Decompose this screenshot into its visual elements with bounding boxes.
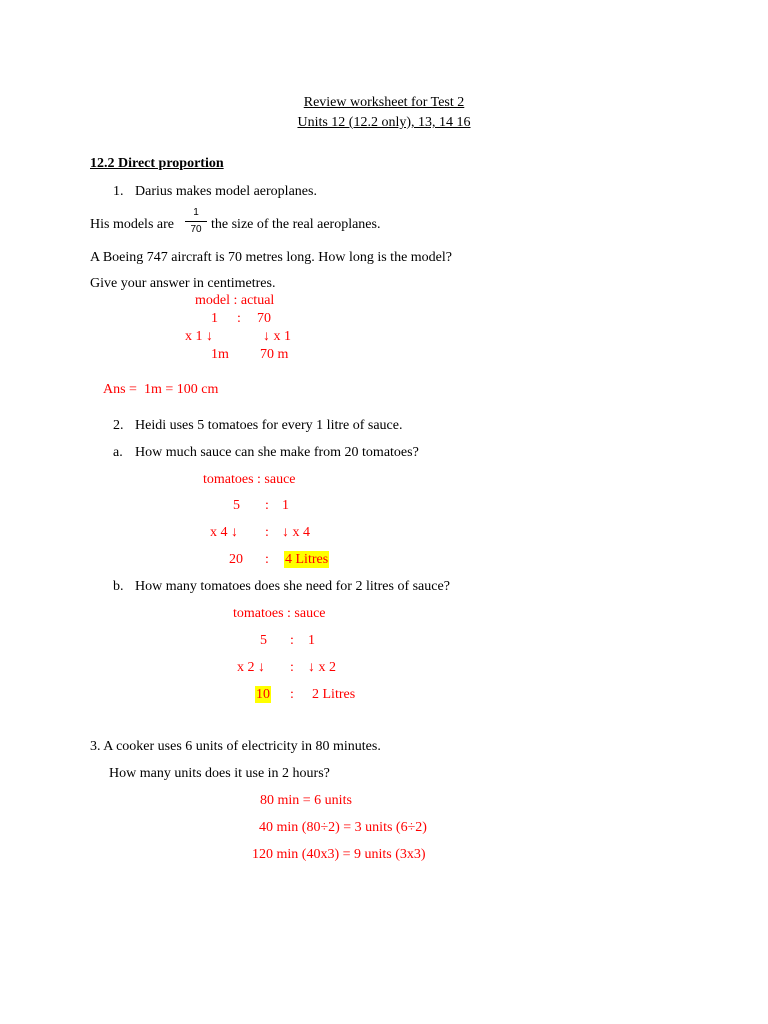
q3-work-1: 80 min = 6 units [260,793,352,808]
q2a-work-r1-colon: : [265,498,269,513]
q1-work-header: model : actual [195,293,275,308]
q2b-letter: b. [113,579,124,594]
q2b-text: How many tomatoes does she need for 2 litres of sauce? [135,579,450,594]
q1-text: Darius makes model aeroplanes. [135,184,317,199]
q2b-work-r3-colon: : [290,687,294,702]
q2a-work-r2-left: x 4 ↓ [210,525,238,540]
q2a-work-r1-left: 5 [233,498,240,513]
q2b-work-r1-colon: : [290,633,294,648]
q1-answer: Ans = 1m = 100 cm [103,382,219,397]
q1-work-r1-colon: : [237,311,241,326]
q2a-text: How much sauce can she make from 20 tomatoes? [135,445,419,460]
q3-work-2: 40 min (80÷2) = 3 units (6÷2) [259,820,427,835]
q1-work-r1-right: 70 [257,311,271,326]
q2a-letter: a. [113,445,123,460]
q1-work-r3-right: 70 m [260,347,289,362]
q1-fraction-denominator: 70 [190,224,202,235]
q1-line3: Give your answer in centimetres. [90,276,276,291]
q2b-work-header: tomatoes : sauce [233,606,326,621]
worksheet-subtitle: Units 12 (12.2 only), 13, 14 16 [297,115,471,130]
q1-fraction-bar [185,221,207,222]
q1-number: 1. [113,184,124,199]
q2a-work-r2-colon: : [265,525,269,540]
q2b-work-r2-colon: : [290,660,294,675]
q2b-work-r2-left: x 2 ↓ [237,660,265,675]
q2a-work-r1-right: 1 [282,498,289,513]
q1-models-after: the size of the real aeroplanes. [211,217,381,232]
worksheet-title: Review worksheet for Test 2 [303,95,465,110]
q2a-work-r2-right: ↓ x 4 [282,525,310,540]
q1-work-r2-left: x 1 ↓ [185,329,213,344]
q2b-answer-highlight: 10 [256,687,270,702]
q3-work-3: 120 min (40x3) = 9 units (3x3) [252,847,426,862]
q1-fraction [185,208,207,235]
q2b-work-r1-left: 5 [260,633,267,648]
q2b-work-r2-right: ↓ x 2 [308,660,336,675]
q2a-work-header: tomatoes : sauce [203,472,296,487]
q2b-work-r1-right: 1 [308,633,315,648]
section-heading: 12.2 Direct proportion [90,156,224,171]
q2b-work-r3-right: 2 Litres [312,687,356,702]
q1-line2: A Boeing 747 aircraft is 70 metres long. How long is the model? [90,250,452,265]
q3-line2: How many units does it use in 2 hours? [109,766,330,781]
q2a-answer-highlight: 4 Litres [285,552,329,567]
q2-text: Heidi uses 5 tomatoes for every 1 litre of sauce. [135,418,403,433]
q1-work-r2-right: ↓ x 1 [263,329,291,344]
q1-fraction-numerator: 1 [193,207,199,218]
q1-models-before: His models are [90,217,174,232]
q2-number: 2. [113,418,124,433]
q2a-work-r3-colon: : [265,552,269,567]
q3-text: 3. A cooker uses 6 units of electricity in 80 minutes. [90,739,381,754]
q1-work-r3-left: 1m [211,347,229,362]
q1-work-r1-left: 1 [211,311,218,326]
q2a-work-r3-left: 20 [229,552,243,567]
